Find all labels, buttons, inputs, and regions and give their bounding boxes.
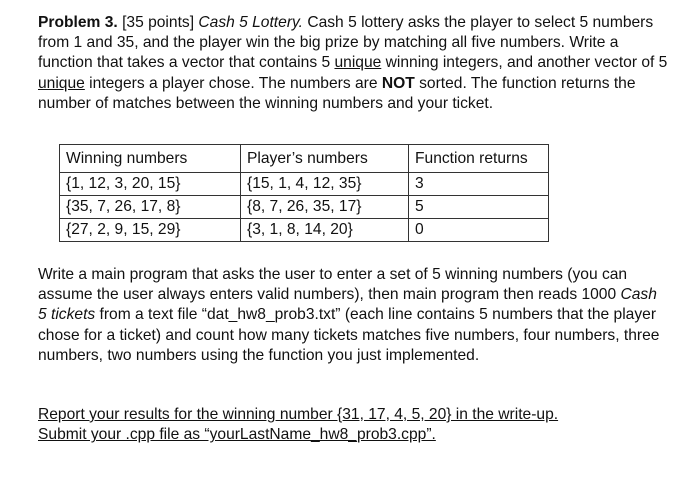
- unique-emphasis: unique: [38, 74, 85, 92]
- report-instructions: [38, 405, 558, 445]
- problem-label: Problem 3.: [38, 14, 118, 31]
- header-function-returns: Function returns: [409, 145, 549, 173]
- winning-numbers-cell: {35, 7, 26, 17, 8}: [60, 196, 241, 219]
- problem-intro-part: sorted. The function returns the number of matches between the winning numbers and your ticket.: [38, 74, 636, 112]
- main-program-text: Write a main program that asks the user to enter a set of 5 winning numbers (you can assume the user always enters valid numbers), then main program then reads 1000: [38, 266, 628, 304]
- main-program-instructions: [38, 265, 668, 366]
- problem-intro-part: winning integers, and another vector of 5: [381, 54, 668, 72]
- table-row: [60, 173, 549, 196]
- problem-intro-part: integers a player chose. The numbers are: [84, 74, 382, 92]
- players-numbers-cell: {15, 1, 4, 12, 35}: [241, 173, 409, 196]
- problem-statement: [38, 13, 668, 114]
- function-returns-cell: 0: [409, 219, 549, 242]
- problem-intro-part: Cash 5 lottery asks the player to select 5 numbers from 1 and 35, and the player win the big prize by matching all five numbers. Write a function that takes a vector that contains 5: [38, 14, 654, 72]
- example-table: [59, 144, 549, 242]
- function-returns-cell: 3: [409, 173, 549, 196]
- submit-line: Submit your .cpp file as “yourLastName_hw8_prob3.cpp”.: [38, 426, 436, 444]
- table-header-row: [60, 145, 549, 173]
- unique-emphasis: unique: [334, 54, 382, 72]
- main-program-text: from a text file “dat_hw8_prob3.txt” (each line contains 5 numbers that the player chose for a ticket) and count how many tickets matches five numbers, four numbers, three numbers, two numbers using the function you just implemented.: [38, 306, 660, 364]
- cash5-tickets-italic: Cash 5 tickets: [38, 286, 657, 324]
- winning-numbers-cell: {27, 2, 9, 15, 29}: [60, 219, 241, 242]
- winning-numbers-cell: {1, 12, 3, 20, 15}: [60, 173, 241, 196]
- players-numbers-cell: {3, 1, 8, 14, 20}: [241, 219, 409, 242]
- header-players-numbers: Player’s numbers: [241, 145, 409, 173]
- function-returns-cell: 5: [409, 196, 549, 219]
- not-emphasis: NOT: [381, 74, 415, 92]
- problem-title: Cash 5 Lottery.: [198, 14, 303, 31]
- table-row: [60, 219, 549, 242]
- problem-points: [35 points]: [122, 14, 195, 31]
- header-winning-numbers: Winning numbers: [60, 145, 241, 173]
- table-row: [60, 196, 549, 219]
- players-numbers-cell: {8, 7, 26, 35, 17}: [241, 196, 409, 219]
- report-line: Report your results for the winning number {31, 17, 4, 5, 20} in the write-up.: [38, 406, 559, 423]
